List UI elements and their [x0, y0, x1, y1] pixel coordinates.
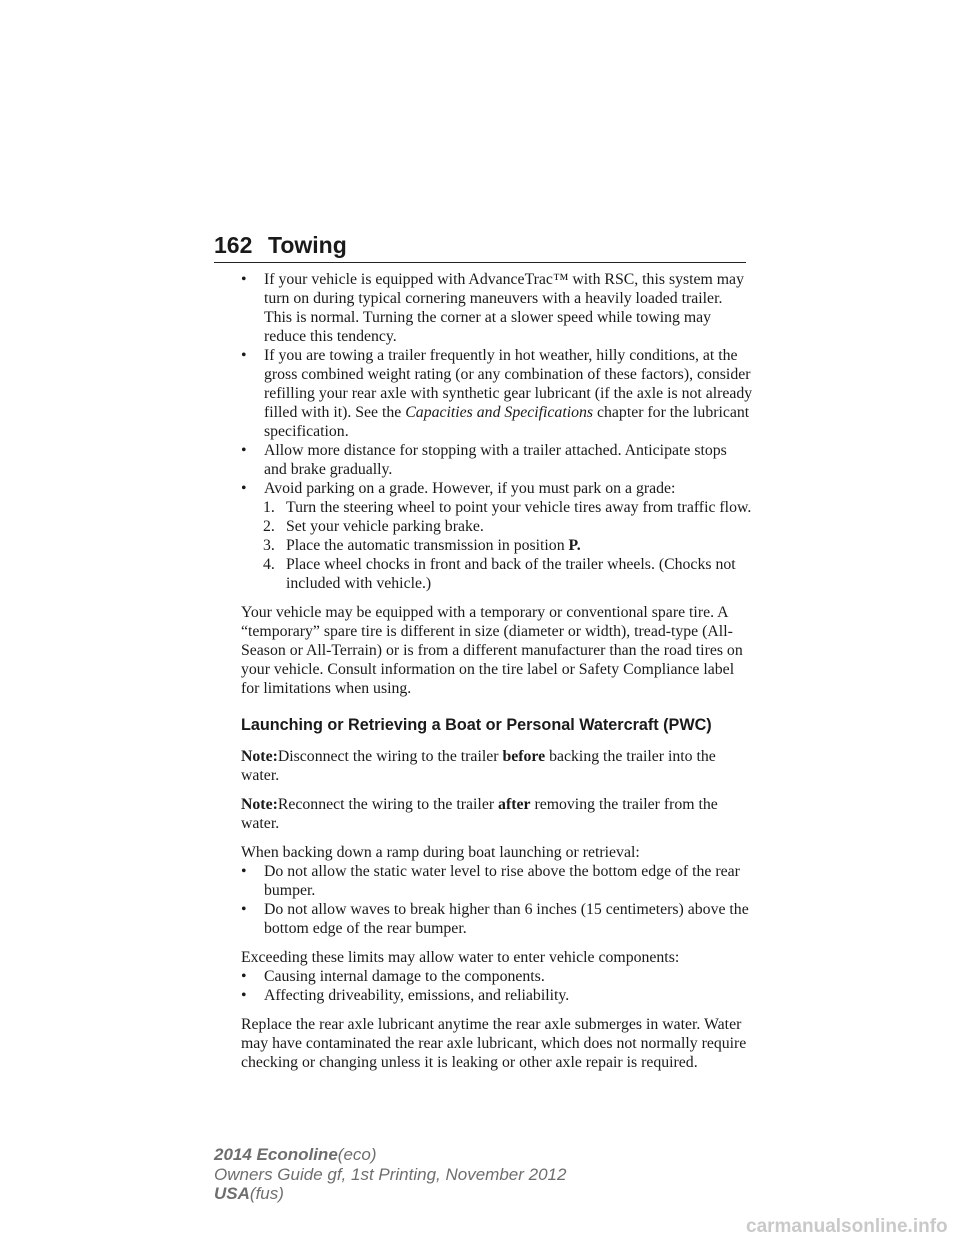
bullet-item: • Do not allow waves to break higher than 6 inches (15 centimeters) above the bottom edge of the rear bumper. [241, 901, 749, 937]
bullet-item: • Avoid parking on a grade. However, if you must park on a grade: [241, 480, 676, 497]
bullet-icon: • [241, 863, 247, 880]
chapter-reference: Capacities and Specifications [405, 404, 594, 421]
step-item: 3. Place the automatic transmission in position P. [263, 537, 581, 554]
note-paragraph: Note:Disconnect the wiring to the trailer before backing the trailer into the water. [241, 748, 716, 784]
bullet-item: • Affecting driveability, emissions, and reliability. [241, 987, 570, 1004]
footer-region-line: USA(fus) [214, 1184, 284, 1203]
page-number: 162 [214, 232, 253, 258]
bullet-icon: • [241, 442, 247, 459]
bullet-icon: • [241, 480, 247, 497]
bullet-icon: • [241, 968, 247, 985]
page-footer [214, 1145, 566, 1204]
bullet-icon: • [241, 987, 247, 1004]
bullet-icon: • [241, 901, 247, 918]
footer-model-line: 2014 Econoline(eco) [214, 1145, 377, 1164]
limits-intro: Exceeding these limits may allow water to enter vehicle components: [241, 949, 680, 966]
bullet-item: • If you are towing a trailer frequently in hot weather, hilly conditions, at the gross combined weight rating (or any combination of these factors), consider refilling your rear axle with synthetic gear lubricant (if the axle is not already filled with it). See the Capacities and Specifications chapter for the lubricant specification. [241, 347, 753, 440]
bullet-item: • Causing internal damage to the components. [241, 968, 545, 985]
step-item: 1. Turn the steering wheel to point your vehicle tires away from traffic flow. [263, 499, 752, 516]
bullet-icon: • [241, 347, 247, 364]
page-body [241, 270, 753, 1072]
bullet-item: • If your vehicle is equipped with AdvanceTrac™ with RSC, this system may turn on during typical cornering maneuvers with a heavily loaded trailer. This is normal. Turning the corner at a slower speed while towing may reduce this tendency. [241, 271, 744, 345]
chapter-title: Towing [268, 232, 347, 258]
footer-guide-line: Owners Guide gf, 1st Printing, November 2012 [214, 1164, 567, 1184]
spare-tire-paragraph: Your vehicle may be equipped with a temporary or conventional spare tire. A “temporary” spare tire is different in size (diameter or width), tread-type (All-Season or All-Terrain) or is from a different manufacturer than the road tires on your vehicle. Consult information on the tire label or Safety Compliance label for limitations when using. [241, 604, 743, 697]
section-heading: Launching or Retrieving a Boat or Personal Watercraft (PWC) [241, 716, 712, 734]
ramp-intro: When backing down a ramp during boat launching or retrieval: [241, 844, 640, 861]
page-header [214, 232, 746, 263]
axle-lubricant-paragraph: Replace the rear axle lubricant anytime the rear axle submerges in water. Water may have contaminated the rear axle lubricant, which does not normally require checking or changing unless it is leaking or other axle repair is required. [241, 1016, 747, 1071]
bullet-item: • Do not allow the static water level to rise above the bottom edge of the rear bumper. [241, 863, 740, 899]
watermark: carmanualsonline.info [746, 1216, 948, 1237]
step-item: 2. Set your vehicle parking brake. [263, 518, 484, 535]
bullet-icon: • [241, 271, 247, 288]
step-item: 4. Place wheel chocks in front and back of the trailer wheels. (Chocks not included with vehicle.) [263, 556, 736, 592]
bullet-item: • Allow more distance for stopping with a trailer attached. Anticipate stops and brake gradually. [241, 442, 727, 478]
note-paragraph: Note:Reconnect the wiring to the trailer after removing the trailer from the water. [241, 796, 718, 832]
